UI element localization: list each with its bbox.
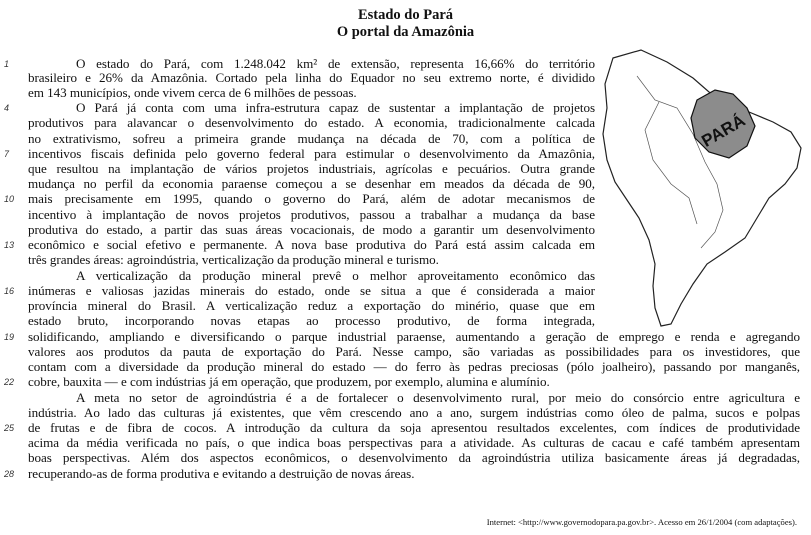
text-line: incentivos fiscais definida pelo governo federal para estimular o desenvolvimento da Amazônia,: [28, 146, 595, 161]
text-line: no extrativismo, sofreu a primeira grande mudança na década de 70, com a política de: [28, 131, 595, 146]
line-number: 4: [4, 103, 10, 113]
text-line: produtivos para alavancar o desenvolvimento do estado. A economia, tradicionalmente calcada: [28, 115, 595, 130]
text-line: mudança no perfil da economia paraense começou a se desenhar em meados da década de 90,: [28, 176, 595, 191]
text-line: O estado do Pará, com 1.248.042 km² de extensão, representa 16,66% do território: [76, 56, 595, 71]
text-line: três grandes áreas: agroindústria, verticalização da produção mineral e turismo.: [28, 252, 439, 267]
text-line: econômico e social efetivo e permanente. A nova base produtiva do Pará está assim calcada em: [28, 237, 595, 252]
text-line: boas perspectivas. Além dos aspectos econômicos, o desenvolvimento da agroindústria utiliza basicamente áreas já degradadas,: [28, 450, 800, 465]
text-line: A verticalização da produção mineral prevê o melhor aproveitamento econômico das: [76, 268, 595, 283]
text-line: produtiva do estado, a partir das suas áreas vocacionais, de modo a garantir um desenvolvimento: [28, 222, 595, 237]
text-line: de frutas e de fibra de cocos. A introdução da cultura da soja apresentou resultados excelentes, com índices de produtividade: [28, 420, 800, 435]
line-number: 13: [4, 240, 15, 250]
text-line: em 143 municípios, onde vivem cerca de 6 milhões de pessoas.: [28, 85, 357, 100]
line-number: 7: [4, 149, 10, 159]
text-line: que resultou na implantação de vários projetos industriais, agrícolas e pecuários. Outra grande: [28, 161, 595, 176]
south-america-outline: [603, 50, 801, 326]
text-line: inúmeras e valiosas jazidas minerais do estado, onde se situa a que é considerada a maior: [28, 283, 595, 298]
south-america-map: [597, 42, 811, 332]
text-line: mais precisamente em 1995, quando o governo do Pará, além de adotar mecanismos de: [28, 191, 595, 206]
text-line: indústria. Ao lado das culturas já existentes, que vêm crescendo ano a ano, surgem indústrias como óleo de palma, sucos e polpas: [28, 405, 800, 420]
line-number: 10: [4, 194, 15, 204]
text-line: valores aos produtos da pauta de exportação do Pará. Nesse campo, são variadas as possibilidades para os investidores, que: [28, 344, 800, 359]
text-line: contam com a diversidade da produção mineral do estado — do ferro às pedras preciosas (pólo joalheiro), passando por manganês,: [28, 359, 800, 374]
line-number: 25: [4, 423, 15, 433]
text-line: solidificando, ampliando e diversificando o parque industrial paraense, aumentando a geração de emprego e renda e agregando: [28, 329, 800, 344]
line-number: 22: [4, 377, 15, 387]
line-number: 16: [4, 286, 15, 296]
line-number: 1: [4, 59, 10, 69]
text-line: O Pará já conta com uma infra-estrutura capaz de sustentar a implantação de projetos: [76, 100, 595, 115]
text-line: brasileiro e 26% da Amazônia. Cortado pela linha do Equador no seu extremo norte, é dividido: [28, 70, 595, 85]
text-line: cobre, bauxita — e com indústrias já em operação, que produzem, por exemplo, alumina e alumínio.: [28, 374, 550, 389]
line-number: 19: [4, 332, 15, 342]
text-line: estado bruto, incorporando novas etapas ao processo produtivo, de forma integrada,: [28, 313, 595, 328]
para-label: PARÁ: [698, 110, 749, 151]
text-line: A meta no setor de agroindústria é a de fortalecer o desenvolvimento rural, por meio do consórcio entre agricultura e: [76, 390, 800, 405]
source-citation: Internet: <http://www.governodopara.pa.gov.br>. Acesso em 26/1/2004 (com adaptações).: [486, 517, 797, 527]
line-number: 28: [4, 469, 15, 479]
text-line: incentivo à implantação de novos projetos produtivos, passou a trabalhar a mudança da base: [28, 207, 595, 222]
document-subtitle: O portal da Amazônia: [336, 24, 475, 40]
document-title: Estado do Pará: [357, 7, 454, 23]
text-line: acima da média verificada no país, o que indica boas perspectivas para a atividade. As culturas de cacau e café também apresentam: [28, 435, 800, 450]
text-line: província mineral do Brasil. A verticalização reduz a exportação do minério, quase que em: [28, 298, 595, 313]
text-line: recuperando-as de forma produtiva e evitando a destruição de novas áreas.: [28, 466, 415, 481]
